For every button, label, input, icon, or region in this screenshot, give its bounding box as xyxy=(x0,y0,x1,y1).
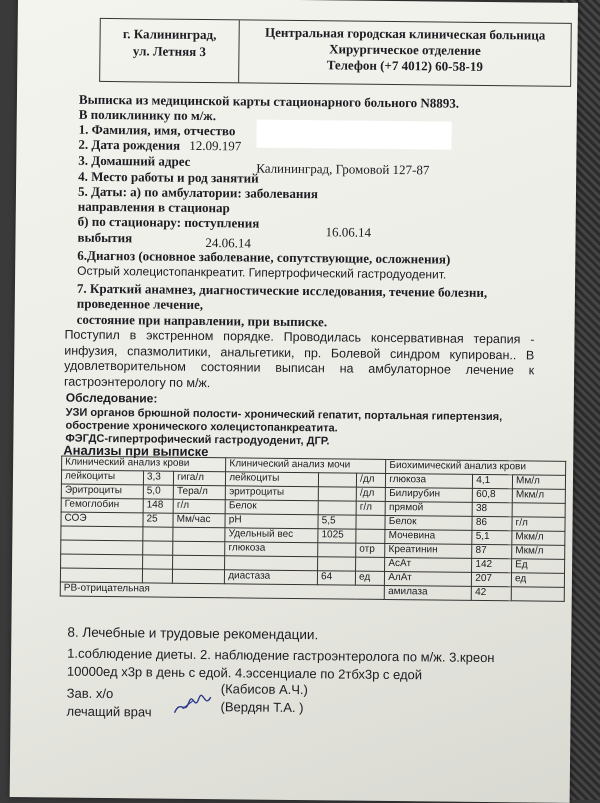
field-anamnesis-label-3: состояние при направлении, при выписке. xyxy=(76,311,328,330)
cell: 5,5 xyxy=(318,515,356,529)
cell xyxy=(143,541,173,555)
cell xyxy=(318,487,356,501)
cell: 5,1 xyxy=(472,530,512,544)
cell: отр xyxy=(356,543,385,557)
field-discharge-value: 24.06.14 xyxy=(205,235,252,251)
exam-title: Обследование: xyxy=(65,390,158,406)
cell xyxy=(512,503,565,518)
cell: 25 xyxy=(143,513,173,527)
head-of-department-label: Зав. х/о xyxy=(66,685,114,702)
cell: 38 xyxy=(472,502,512,516)
cell: Мм/час xyxy=(173,513,225,528)
cell xyxy=(318,543,356,557)
cell xyxy=(173,527,225,542)
cell: 86 xyxy=(472,516,512,530)
header-hospital-info xyxy=(239,20,571,85)
cell: 64 xyxy=(317,571,355,585)
header-phone: Телефон (+7 4012) 60-58-19 xyxy=(326,57,483,74)
cell xyxy=(356,557,385,571)
cell: 142 xyxy=(472,558,512,572)
cell: 60,8 xyxy=(473,488,513,502)
cell: амилаза xyxy=(385,585,472,600)
cell: Билирубин xyxy=(386,487,473,502)
cell: г/л xyxy=(512,517,565,532)
cell: Креатинин xyxy=(385,543,472,558)
labs-title: Анализы при выписке xyxy=(63,442,209,460)
cell: СОЭ xyxy=(61,512,143,527)
field-anamnesis-text: Поступил в экстренном порядке. Проводилась консервативная терапия - инфузия, спазмолитики, анальгетики, пр. Болевой синдром купирован.. В удовлетворительном состоянии выписан на амбулаторное лечение к гастроэнтерологу по м/ж. xyxy=(63,327,535,390)
cell xyxy=(173,569,225,584)
document-title: Выписка из медицинской карты стационарного больного N8893. xyxy=(78,91,460,111)
cell: Тера/л xyxy=(173,485,225,500)
cell: эритроциты xyxy=(226,486,319,501)
head-of-department-name: (Кабисов А.Ч.) xyxy=(220,681,308,698)
cell xyxy=(142,569,172,583)
exam-fegds: ФЭГДС-гипертрофический гастродуоденит, ДГР. xyxy=(65,432,330,448)
cell xyxy=(356,529,385,543)
field-birth-date-label: 2. Дата рождения xyxy=(78,136,181,153)
header-urine: Клинический анализ мочи xyxy=(226,458,386,474)
field-admission-label: б) по стационару: поступления xyxy=(77,213,260,231)
field-anamnesis-label-1: 7. Краткий анамнез, диагностические исследования, течение болезни, xyxy=(76,280,488,300)
cell xyxy=(173,541,225,556)
cell: Мкм/л xyxy=(512,489,565,504)
header-blood: Клинический анализ крови xyxy=(62,456,226,472)
cell: Мкм/л xyxy=(512,545,565,560)
cell xyxy=(60,568,142,583)
field-diagnosis-value: Острый холецистопанкреатит. Гипертрофический гастродуоденит. xyxy=(77,263,447,282)
recommendations-line-1: 1.соблюдение диеты. 2. наблюдение гастроэнтеролога по м/ж. 3.креон xyxy=(67,645,495,666)
cell: 4,1 xyxy=(473,474,513,488)
attending-doctor-name: (Вердян Т.А. ) xyxy=(220,699,304,716)
cell: Мм/л xyxy=(512,475,565,490)
recipient-line: В поликлинику по м/ж. xyxy=(78,106,217,124)
cell: Удельный вес xyxy=(225,528,318,543)
field-full-name-label: 1. Фамилия, имя, отчество xyxy=(78,121,236,139)
redacted-name xyxy=(256,120,451,150)
cell: ед xyxy=(355,571,384,585)
cell: лейкоциты xyxy=(61,470,143,485)
field-discharge-label: выбытия xyxy=(77,229,133,246)
recommendations-line-2: 10000ед х3р в день с едой. 4.эссенциале по 2тбх3р с едой xyxy=(66,663,423,683)
cell-rw-result: РВ-отрицательная xyxy=(60,582,384,599)
cell xyxy=(61,540,143,555)
field-workplace-label: 4. Место работы и род занятий xyxy=(78,168,259,186)
cell: глюкоза xyxy=(225,542,318,557)
cell xyxy=(225,556,318,571)
header-address xyxy=(100,19,240,82)
cell: Эритроциты xyxy=(61,484,143,499)
cell xyxy=(318,557,356,571)
field-dates-label: 5. Даты: а) по амбулатории: заболевания xyxy=(77,183,319,202)
cell xyxy=(61,554,143,569)
document-sheet xyxy=(10,0,578,803)
cell: гига/л xyxy=(174,471,226,486)
header-box xyxy=(99,18,572,87)
header-biochem: Биохимический анализ крови xyxy=(386,459,566,475)
cell: АлАт xyxy=(385,571,472,586)
cell: 148 xyxy=(143,499,173,513)
field-diagnosis-label: 6.Диагноз (основное заболевание, сопутствующие, осложнения) xyxy=(77,247,451,267)
cell xyxy=(356,515,385,529)
cell xyxy=(511,587,564,602)
cell: Белок xyxy=(225,500,318,515)
cell: 5,0 xyxy=(143,485,173,499)
cell xyxy=(142,555,172,569)
recommendations-title: 8. Лечебные и трудовые рекомендации. xyxy=(67,624,319,643)
exam-ultrasound-cont: обострение хронического холецистопанкреатита. xyxy=(65,419,338,435)
field-admission-value: 16.06.14 xyxy=(325,224,372,240)
cell: pH xyxy=(225,514,318,529)
cell: АсАт xyxy=(385,557,472,572)
field-address-value: Калининград, Громовой 127-87 xyxy=(256,160,430,178)
field-anamnesis-label-2: проведенное лечение, xyxy=(76,295,204,313)
cell: ед xyxy=(511,573,564,588)
cell: г/л xyxy=(356,501,385,515)
cell: Белок xyxy=(385,515,472,530)
cell: 87 xyxy=(472,544,512,558)
cell: Ед xyxy=(512,559,565,574)
cell xyxy=(173,555,225,570)
cell: глюкоза xyxy=(386,473,473,488)
cell: Мкм/л xyxy=(512,531,565,546)
cell xyxy=(61,526,143,541)
cell xyxy=(319,473,357,487)
cell: прямой xyxy=(385,501,472,516)
header-street: ул. Летняя 3 xyxy=(132,43,207,60)
field-birth-date-value: 12.09.197 xyxy=(189,137,242,154)
cell: 42 xyxy=(472,586,512,600)
cell: лейкоциты xyxy=(226,472,319,487)
cell: 207 xyxy=(472,572,512,586)
field-dates-referral: направления в стационар xyxy=(77,198,230,216)
header-department: Хирургическое отделение xyxy=(329,41,481,58)
cell: г/л xyxy=(173,499,225,514)
cell: 3,3 xyxy=(143,471,173,485)
attending-doctor-label: лечащий врач xyxy=(66,703,152,720)
lab-results-table xyxy=(60,456,566,602)
cell: Гемоглобин xyxy=(61,498,143,513)
header-city: г. Калининград, xyxy=(122,26,217,43)
cell xyxy=(143,527,173,541)
field-address-label: 3. Домашний адрес xyxy=(78,152,191,169)
cell: Мочевина xyxy=(385,529,472,544)
handwritten-signature xyxy=(172,691,212,719)
cell: 1025 xyxy=(318,529,356,543)
header-hospital: Центральная городская клиническая больница xyxy=(264,24,546,43)
cell: /дл xyxy=(356,473,385,487)
cell xyxy=(318,501,356,515)
cell: /дл xyxy=(356,487,385,501)
exam-ultrasound: УЗИ органов брюшной полости- хронический гепатит, портальная гипертензия, xyxy=(65,406,503,424)
cell: диастаза xyxy=(225,570,318,585)
